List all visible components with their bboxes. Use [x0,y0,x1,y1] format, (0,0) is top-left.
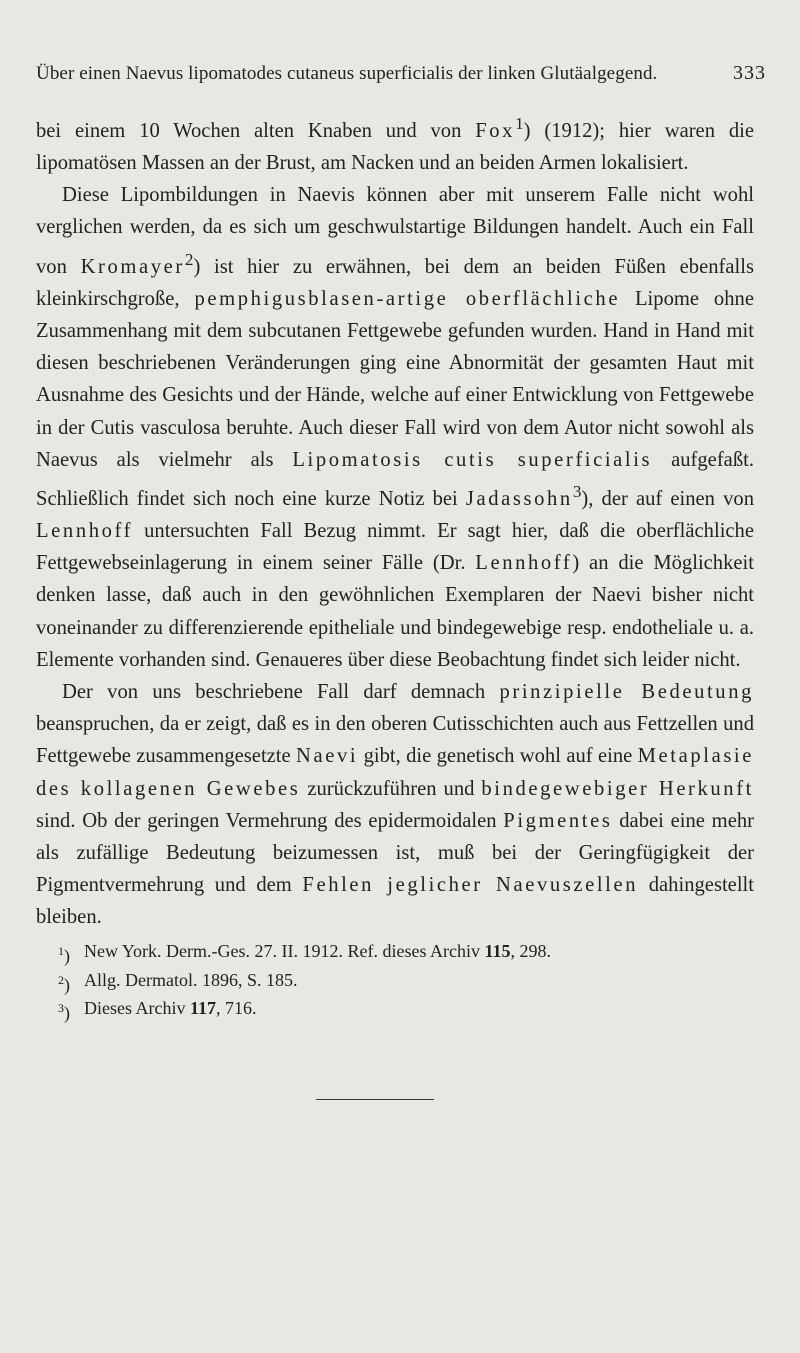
text-run: zurückzuführen und [300,777,482,800]
footnote-text: Dieses Archiv 117, 716. [84,998,257,1018]
footnote-mark: $^1$) [58,944,70,966]
spaced-term-lipomatosis: Lipomatosis cutis superficialis [292,448,653,471]
text-run: bei einem 10 Wochen alten Knaben und von [36,119,476,142]
text-run: ) ist hier zu erwähnen, bei dem an beiden Füßen ebenfalls kleinkirschgroße, [36,255,754,310]
footnotes [58,940,698,1026]
spaced-name-lennhoff: Lennhoff [475,552,573,575]
text-run: sind. Ob der geringen Vermehrung des epidermoidalen [36,809,504,832]
spaced-name-jadassohn: Jadassohn [465,487,573,510]
paragraph-1 [36,108,754,179]
text-run: dabei eine mehr als zufällige Bedeutung beizumessen ist, muß bei der Geringfügigkeit der Pigmentvermehrung und dem [36,809,754,897]
text-run: untersuchten Fall Bezug nimmt. Er sagt hier, daß die oberflächliche Fettgewebseinlagerung in einem seiner Fälle (Dr. [36,520,754,575]
paragraph-3 [36,676,754,934]
volume-number: 117 [189,998,216,1018]
text-run: gibt, die genetisch wohl auf eine [358,745,638,768]
spaced-term-fehlen: Fehlen jeglicher Naevuszellen [302,874,639,897]
footnote-ref-3: 3 [572,481,582,501]
page-number: 333 [733,62,766,84]
spaced-name-fox: Fox [475,119,516,142]
footnote-3 [58,997,698,1026]
paragraph-2 [36,179,754,676]
footnote-ref-1: 1 [515,114,524,133]
volume-number: 115 [484,941,511,961]
spaced-name-lennhoff: Lennhoff [36,520,134,543]
text-run: beanspruchen, da er zeigt, daß es in den oberen Cutisschichten auch aus Fettzellen und Fettgewebe zusammengesetzte [36,713,754,768]
footnote-ref-2: 2 [184,249,194,269]
text-run: ), der auf einen von [581,487,754,510]
text-run: dahingestellt bleiben. [36,874,754,929]
text-run: Der von uns beschriebene Fall darf demnach [62,681,500,704]
footnote-text: Allg. Dermatol. 1896, S. 185. [84,969,298,990]
spaced-term-naevi: Naevi [296,745,359,768]
footnote-text: New York. Derm.-Ges. 27. II. 1912. Ref. dieses Archiv 115, 298. [84,941,551,961]
spaced-term-bindegewebiger: bindegewebiger Herkunft [481,777,754,800]
running-head-title: Über einen Naevus lipomatodes cutaneus superficialis der linken Glutäalgegend. [36,63,658,84]
spaced-term-prinzipielle: prinzipielle Bedeutung [499,681,754,704]
text-run: Lipome ohne Zusammenhang mit dem subcutanen Fettgewebe gefunden wurden. Hand in Hand mit diesen beschriebenen Veränderungen ging eine Abnormität der gesamten Haut mit Ausnahme des Gesichts und der Hände, welche auf einer Entwicklung von Fettgewebe in der Cutis vasculosa beruhte. Auch dieser Fall wird von dem Autor nicht sowohl als Naevus als vielmehr als [36,287,754,471]
text-run: ) (1912); hier waren die lipomatösen Massen an der Brust, am Nacken und an beiden Armen lokalisiert. [36,119,754,175]
footnote-2 [58,969,698,998]
running-head [36,62,766,85]
body-text [36,108,754,934]
spaced-term-metaplasie: Metaplasie des kollagenen Gewebes [36,745,754,800]
text-run: aufgefaßt. Schließlich findet sich noch eine kurze Notiz bei [36,448,754,510]
end-rule [316,1099,434,1100]
spaced-term-pigmentes: Pigmentes [503,809,613,832]
text-run: Diese Lipombildungen in Naevis können aber mit unserem Falle nicht wohl verglichen werden, da es sich um geschwulstartige Bildungen handelt. Auch ein Fall von [36,184,754,278]
footnote-mark: $^2$) [58,972,70,995]
footnote-mark: $^3$) [58,1001,70,1023]
spaced-name-kromayer: Kromayer [80,255,185,278]
footnote-1 [58,940,698,969]
spaced-term-pemphigus: pemphigusblasen-artige oberflächliche [194,287,621,310]
text-run: ) an die Möglichkeit denken lasse, daß auch in den gewöhnlichen Exemplaren der Naevi bisher nicht voneinander zu differenzierende epitheliale und bindegewebige resp. endotheliale u. a. Elemente vorhanden sind. Genaueres über diese Beobachtung findet sich leider nicht. [36,552,754,671]
